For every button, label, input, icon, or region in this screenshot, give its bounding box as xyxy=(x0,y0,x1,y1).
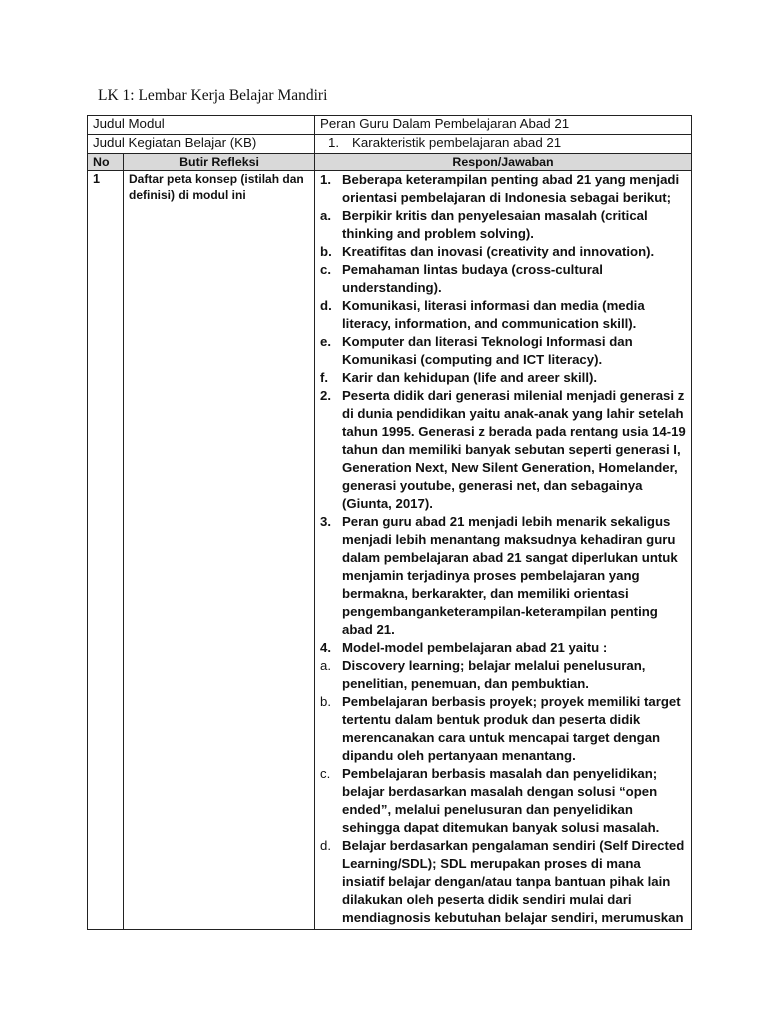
row-respon xyxy=(315,171,692,930)
list-item-marker: 1. xyxy=(320,172,332,187)
list-item xyxy=(320,693,686,765)
list-item-text: Peserta didik dari generasi milenial menjadi generasi z di dunia pendidikan yaitu anak-anak yang lahir setelah tahun 1995. Generasi z berada pada rentang usia 14-19 tahun dan memiliki banyak sebutan seperti generasi I, Generation Next, New Silent Generation, Homelander, generasi youtube, generasi net, dan sebagainya (Giunta, 2017). xyxy=(342,388,686,511)
list-item-marker: f. xyxy=(320,370,329,385)
meta-value-modul: Peran Guru Dalam Pembelajaran Abad 21 xyxy=(315,116,692,135)
list-item-text: Peran guru abad 21 menjadi lebih menarik sekaligus menjadi lebih menantang maksudnya kehadiran guru dalam pembelajaran abad 21 sangat diperlukan untuk menjamin terjadinya proses pembelajaran yang bermakna, berkarakter, dan memiliki orientasi pengembanganketerampilan-keterampilan penting abad 21. xyxy=(342,514,678,637)
list-item-marker: e. xyxy=(320,334,332,349)
list-item-text: Model-model pembelajaran abad 21 yaitu : xyxy=(342,640,608,655)
list-item-marker: 4. xyxy=(320,640,332,655)
list-item-text: Komputer dan literasi Teknologi Informasi dan Komunikasi (computing and ICT literacy). xyxy=(342,334,633,367)
list-item xyxy=(320,837,686,927)
list-item-marker: b. xyxy=(320,694,332,709)
list-item xyxy=(320,171,686,207)
list-item xyxy=(320,333,686,369)
list-item xyxy=(320,369,686,387)
list-item-marker: d. xyxy=(320,298,332,313)
list-item-marker: 3. xyxy=(320,514,332,529)
document-title: LK 1: Lembar Kerja Belajar Mandiri xyxy=(98,87,328,104)
header-row xyxy=(88,154,692,171)
list-item-marker: b. xyxy=(320,244,332,259)
list-item-marker: c. xyxy=(320,766,331,781)
list-item-marker: c. xyxy=(320,262,332,277)
meta-value-kb-cell xyxy=(315,135,692,154)
list-item xyxy=(320,657,686,693)
list-item-text: Karir dan kehidupan (life and areer skill). xyxy=(342,370,598,385)
list-item-marker: a. xyxy=(320,658,332,673)
header-butir: Butir Refleksi xyxy=(124,154,315,171)
list-item-text: Pembelajaran berbasis masalah dan penyelidikan; belajar berdasarkan masalah dengan solusi “open ended”, melalui penelusuran dan penyelidikan sehingga dapat ditemukan banyak solusi masalah. xyxy=(342,766,660,835)
meta-row-modul xyxy=(88,116,692,135)
meta-label-kb: Judul Kegiatan Belajar (KB) xyxy=(88,135,315,154)
list-item xyxy=(320,297,686,333)
meta-row-kb xyxy=(88,135,692,154)
list-item-text: Pembelajaran berbasis proyek; proyek memiliki target tertentu dalam bentuk produk dan peserta didik merencanakan cara untuk mencapai target dengan dipandu oleh pertanyaan menantang. xyxy=(342,694,681,763)
list-item xyxy=(320,513,686,639)
list-item xyxy=(320,765,686,837)
list-item-text: Belajar berdasarkan pengalaman sendiri (Self Directed Learning/SDL); SDL merupakan proses di mana insiatif belajar dengan/atau tanpa bantuan pihak lain dilakukan oleh peserta didik sendiri mulai dari mendiagnosis kebutuhan belajar sendiri, merumuskan xyxy=(342,838,685,925)
list-item-marker: d. xyxy=(320,838,332,853)
list-item-text: Berpikir kritis dan penyelesaian masalah (critical thinking and problem solving). xyxy=(342,208,648,241)
list-item xyxy=(320,261,686,297)
header-respon: Respon/Jawaban xyxy=(315,154,692,171)
list-item-text: Kreatifitas dan inovasi (creativity and innovation). xyxy=(342,244,655,259)
meta-label-modul: Judul Modul xyxy=(88,116,315,135)
worksheet-table xyxy=(87,115,692,930)
row-butir: Daftar peta konsep (istilah dan definisi) di modul ini xyxy=(124,171,315,930)
list-item-text: Discovery learning; belajar melalui penelusuran, penelitian, penemuan, dan pembuktian. xyxy=(342,658,646,691)
list-item xyxy=(320,207,686,243)
list-item xyxy=(320,387,686,513)
list-item-text: Pemahaman lintas budaya (cross-cultural understanding). xyxy=(342,262,603,295)
list-item xyxy=(320,639,686,657)
list-item-marker: 2. xyxy=(320,388,332,403)
list-item-marker: a. xyxy=(320,208,332,223)
header-no: No xyxy=(88,154,124,171)
table-row xyxy=(88,171,692,930)
row-number: 1 xyxy=(88,171,124,930)
list-item-text: Beberapa keterampilan penting abad 21 yang menjadi orientasi pembelajaran di Indonesia sebagai berikut; xyxy=(342,172,680,205)
meta-value-kb: Karakteristik pembelajaran abad 21 xyxy=(352,135,562,150)
list-item xyxy=(320,243,686,261)
meta-value-kb-num: 1. xyxy=(328,135,340,150)
list-item-text: Komunikasi, literasi informasi dan media (media literacy, information, and communication skill). xyxy=(342,298,645,331)
